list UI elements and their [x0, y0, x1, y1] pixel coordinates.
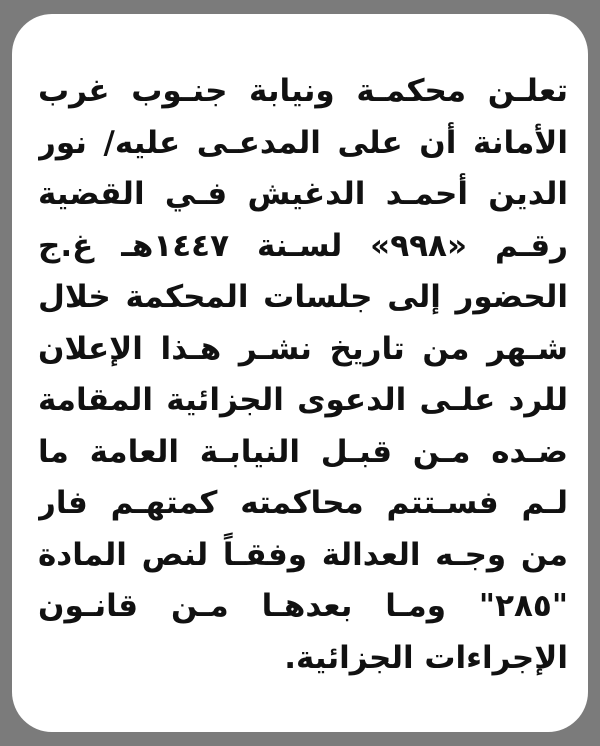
notice-line: تعلـن محكمـة ونيابة جنـوب غرب	[38, 73, 568, 109]
notice-line: الإجراءات الجزائية.	[284, 639, 568, 676]
notice-text-block	[38, 66, 568, 684]
notice-card	[12, 14, 588, 732]
notice-line: الحضور إلى جلسات المحكمة خلال	[38, 279, 568, 315]
notice-line: ضـده مـن قبـل النيابـة العامة ما	[38, 433, 568, 470]
notice-line: لـم فسـتتم محاكمته كمتهـم فار	[38, 485, 568, 521]
notice-line: للرد علـى الدعوى الجزائية المقامة	[38, 382, 568, 418]
notice-line: الدين أحمـد الدغيش فـي القضية	[38, 176, 568, 212]
notice-line: شـهر من تاريخ نشـر هـذا الإعلان	[38, 330, 568, 367]
notice-line: "٢٨٥" ومـا بعدهـا مـن قانـون	[38, 588, 568, 624]
notice-line: رقـم «٩٩٨» لسـنة ١٤٤٧هـ غ.ج	[38, 227, 568, 264]
notice-line: من وجـه العدالة وفقـاً لنص المادة	[38, 536, 568, 573]
notice-line: الأمانة أن على المدعـى عليه/ نور	[38, 124, 568, 161]
